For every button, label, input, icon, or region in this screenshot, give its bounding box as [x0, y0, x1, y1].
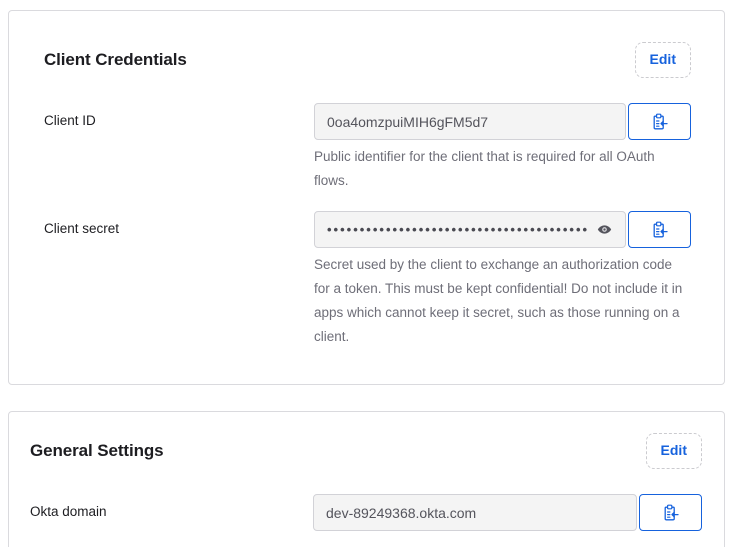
client-secret-control — [314, 211, 691, 349]
okta-domain-label: Okta domain — [30, 504, 107, 519]
okta-domain-row — [30, 494, 702, 531]
section-title-client-credentials: Client Credentials — [44, 50, 187, 69]
edit-general-settings-button[interactable]: Edit — [660, 442, 687, 458]
client-secret-label: Client secret — [44, 221, 120, 236]
client-id-label: Client ID — [44, 113, 96, 128]
section-title-general-settings: General Settings — [30, 441, 164, 460]
copy-to-clipboard-icon — [662, 504, 679, 522]
client-secret-masked-value: •••••••••••••••••••••••••••••••••••••••• — [327, 222, 589, 237]
edit-client-credentials-button[interactable]: Edit — [649, 51, 676, 67]
general-settings-card — [8, 411, 725, 547]
okta-domain-value: dev-89249368.okta.com — [326, 504, 477, 521]
client-secret-helper-text: Secret used by the client to exchange an authorization code for a token. This must be kept confidential! Do not include it in apps which cannot keep it secret, such as those running on a client. — [314, 257, 683, 344]
client-id-row — [44, 103, 691, 193]
okta-domain-control — [313, 494, 702, 531]
client-id-value: 0oa4omzpuiMIH6gFM5d7 — [327, 113, 489, 130]
client-secret-input-group — [314, 211, 691, 248]
client-id-field[interactable] — [314, 103, 626, 140]
card-header — [44, 42, 691, 78]
copy-to-clipboard-icon — [651, 113, 668, 131]
okta-domain-field[interactable] — [313, 494, 637, 531]
copy-okta-domain-button[interactable] — [639, 494, 702, 531]
client-id-control — [314, 103, 691, 193]
copy-to-clipboard-icon — [651, 221, 668, 239]
client-id-input-group — [314, 103, 691, 140]
client-credentials-card — [8, 10, 725, 385]
card-header — [30, 433, 702, 469]
show-secret-eye-icon[interactable] — [595, 221, 613, 239]
edit-focus-ring — [635, 42, 691, 78]
client-id-helper-text: Public identifier for the client that is required for all OAuth flows. — [314, 149, 655, 188]
edit-focus-ring — [646, 433, 702, 469]
client-secret-field[interactable] — [314, 211, 626, 248]
copy-client-id-button[interactable] — [628, 103, 691, 140]
okta-domain-input-group — [313, 494, 702, 531]
copy-client-secret-button[interactable] — [628, 211, 691, 248]
client-secret-row — [44, 211, 691, 349]
